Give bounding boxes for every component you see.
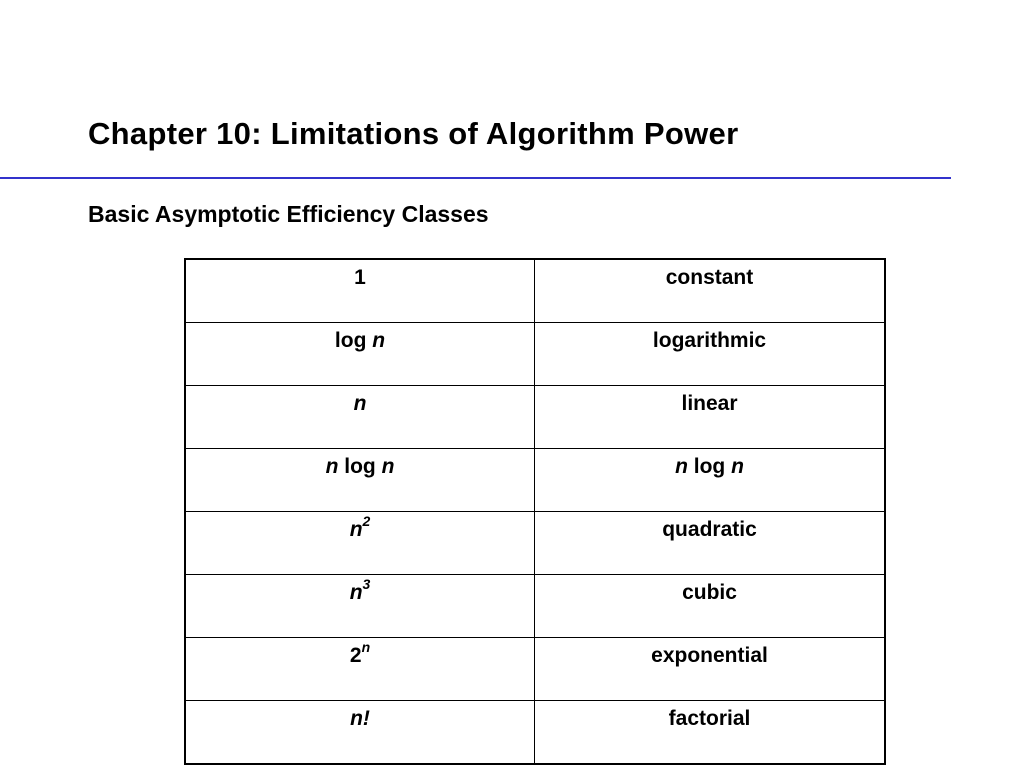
class-name-text: cubic [682, 581, 737, 604]
efficiency-classes-table [184, 258, 886, 765]
class-name-cell [535, 259, 886, 323]
class-name-cell [535, 701, 886, 765]
notation-exponent: n [361, 639, 371, 655]
class-name-cell [535, 575, 886, 638]
class-name-text: constant [665, 266, 754, 289]
class-name-cell [535, 386, 886, 449]
notation-cell [185, 259, 535, 323]
notation-cell [185, 386, 535, 449]
notation-base: 2 [349, 644, 362, 667]
notation-exponent: 2 [362, 513, 371, 529]
slide-title: Chapter 10: Limitations of Algorithm Power [88, 116, 739, 151]
notation-cell [185, 701, 535, 765]
notation-cell [185, 575, 535, 638]
class-name-text: quadratic [662, 518, 757, 541]
notation-variable: n [353, 392, 367, 415]
class-name-cell [535, 449, 886, 512]
table-row [185, 575, 885, 638]
notation-variable: n [349, 518, 363, 541]
class-name-text: linear [681, 392, 738, 415]
class-name-cell [535, 512, 886, 575]
notation-variable: n [372, 329, 386, 352]
notation-variable: n! [350, 707, 370, 730]
notation-cell [185, 323, 535, 386]
class-name-text: exponential [651, 644, 768, 667]
table-row [185, 323, 885, 386]
notation-variable: n [381, 455, 395, 478]
class-name-operator: log [687, 455, 732, 478]
slide-subtitle: Basic Asymptotic Efficiency Classes [88, 201, 489, 227]
class-name-text: logarithmic [652, 329, 767, 352]
table-row [185, 638, 885, 701]
table-row [185, 701, 885, 765]
notation-cell [185, 638, 535, 701]
notation-exponent: 3 [362, 576, 371, 592]
class-name-variable: n [675, 455, 688, 478]
table-row [185, 449, 885, 512]
title-divider [0, 177, 951, 179]
notation-variable: n [325, 455, 339, 478]
class-name-variable: n [731, 455, 744, 478]
notation-operator: log [338, 455, 382, 478]
notation-cell [185, 449, 535, 512]
notation-prefix: log [334, 329, 373, 352]
class-name-text: factorial [668, 707, 751, 730]
table-row [185, 259, 885, 323]
table-row [185, 386, 885, 449]
class-name-cell [535, 638, 886, 701]
notation-variable: n [349, 581, 363, 604]
notation-cell [185, 512, 535, 575]
notation-text: 1 [354, 266, 366, 289]
class-name-cell [535, 323, 886, 386]
table-row [185, 512, 885, 575]
